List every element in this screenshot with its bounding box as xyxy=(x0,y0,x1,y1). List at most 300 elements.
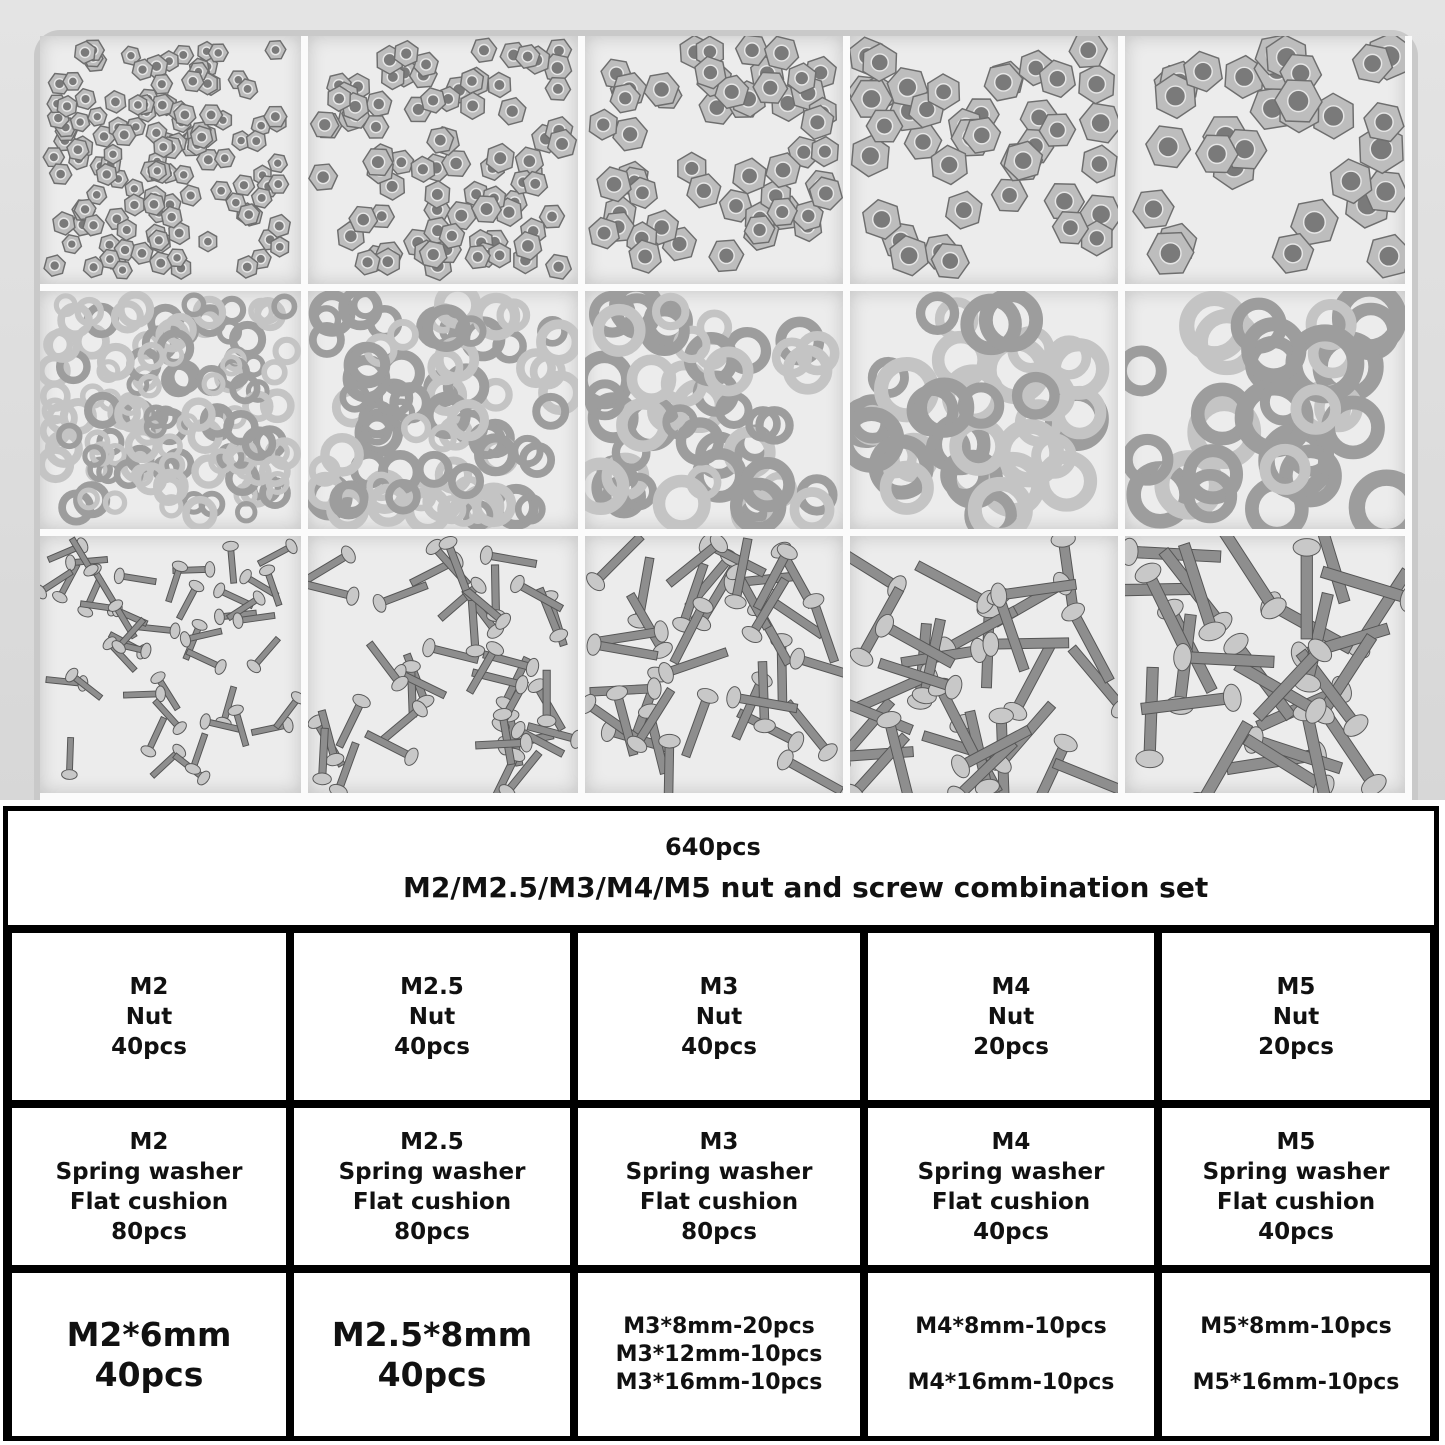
nut-hole xyxy=(861,147,880,166)
compartment-washer-4 xyxy=(850,291,1125,536)
screw-head xyxy=(725,686,742,709)
washer-cell-m4 xyxy=(864,1104,1158,1269)
screw-head xyxy=(211,581,226,599)
nut-hole xyxy=(81,94,91,104)
screw-shaft xyxy=(682,694,712,757)
screw-head xyxy=(754,719,776,733)
compartment-screw-5 xyxy=(1125,536,1412,800)
nut-hole xyxy=(552,83,563,94)
nut-hole xyxy=(349,100,362,113)
nut-hole xyxy=(80,47,90,57)
nut-cell-m5 xyxy=(1158,929,1434,1104)
nut-hole xyxy=(696,183,712,199)
nut-hole xyxy=(818,186,833,201)
nut-hole xyxy=(1055,192,1073,210)
nut-hole xyxy=(719,248,735,264)
screw-shape xyxy=(1212,536,1289,623)
nut-hole xyxy=(386,180,398,192)
nut-hole xyxy=(154,236,164,246)
washer-type-2: Flat cushion xyxy=(1216,1188,1376,1215)
nut-hole xyxy=(427,248,440,261)
nut-hole xyxy=(1341,171,1361,191)
screw-shaft xyxy=(758,662,769,727)
nut-hole xyxy=(102,170,112,180)
screw-cell-m3 xyxy=(574,1269,864,1436)
screw-shaft xyxy=(593,640,658,660)
screw-head xyxy=(1050,536,1076,549)
screw-shape xyxy=(1022,731,1080,793)
nut-hole xyxy=(239,180,249,190)
nut-hole xyxy=(67,240,76,249)
screw-head xyxy=(466,644,485,657)
nut-hole xyxy=(973,127,990,144)
nut-size: M2 xyxy=(129,973,169,1000)
nut-hole xyxy=(810,115,825,130)
nut-hole xyxy=(1062,220,1078,236)
compartment-screw-3 xyxy=(585,536,850,800)
screw-spec: M4*8mm-10pcs xyxy=(915,1313,1107,1339)
nut-size: M4 xyxy=(991,973,1031,1000)
nut-hole xyxy=(1092,205,1111,224)
screw-cell-m4 xyxy=(864,1269,1158,1436)
nut-hole xyxy=(122,225,132,235)
screw-head xyxy=(214,609,225,626)
nut-hole xyxy=(862,89,881,108)
nut-hole xyxy=(220,154,229,163)
nut-hole xyxy=(206,110,216,120)
nut-hole xyxy=(270,111,280,121)
screw-head xyxy=(169,623,180,640)
nut-hole xyxy=(50,261,60,271)
washer-shape xyxy=(659,481,705,527)
nut-hole xyxy=(242,262,252,272)
screw-shape xyxy=(139,715,171,760)
nut-hole xyxy=(1376,182,1396,202)
compartment-nut-1 xyxy=(40,36,308,291)
screw-spec: M2*6mm xyxy=(66,1314,232,1354)
nut-hole xyxy=(179,170,188,179)
nut-hole xyxy=(546,211,557,222)
washer-type-2: Flat cushion xyxy=(639,1188,799,1215)
nut-hole xyxy=(119,130,129,140)
nut-hole xyxy=(89,220,99,230)
nut-hole xyxy=(274,179,283,188)
screw-head xyxy=(537,715,555,727)
nut-size: M3 xyxy=(699,973,739,1000)
screw-shape xyxy=(184,731,212,776)
nut-hole xyxy=(257,121,266,130)
screw-spec: M3*16mm-10pcs xyxy=(615,1369,823,1395)
nut-hole xyxy=(357,213,370,226)
nut-hole xyxy=(797,145,811,159)
nut-hole xyxy=(167,212,177,222)
nut-hole xyxy=(638,249,653,264)
screw-pile xyxy=(585,536,843,793)
compartment-screw-1 xyxy=(40,536,308,800)
nut-hole xyxy=(1379,246,1399,266)
nut-hole xyxy=(795,71,809,85)
screw-shape xyxy=(331,692,372,751)
nut-hole xyxy=(257,193,266,202)
nut-hole xyxy=(597,226,611,240)
nut-hole xyxy=(109,150,118,159)
nut-hole xyxy=(1235,139,1255,159)
washer-type: Spring washer xyxy=(55,1158,243,1185)
screw-shape xyxy=(585,536,649,594)
nut-hole xyxy=(703,45,717,59)
nut-hole xyxy=(530,178,541,189)
screw-head xyxy=(724,593,748,610)
nut-hole xyxy=(551,61,564,74)
nut-hole xyxy=(1089,230,1105,246)
nut-size: M5 xyxy=(1276,973,1316,1000)
nut-hole xyxy=(120,245,130,255)
nut-cell-m2-5 xyxy=(290,929,574,1104)
nut-hole xyxy=(173,253,182,262)
nut-pile xyxy=(585,36,843,284)
screw-shape xyxy=(1136,667,1167,768)
nut-hole xyxy=(105,240,115,250)
screw-spec: M3*12mm-10pcs xyxy=(615,1341,823,1367)
nut-type: Nut xyxy=(1272,1003,1320,1030)
screw-shape xyxy=(479,545,538,573)
nut-hole xyxy=(503,206,516,219)
nut-hole xyxy=(1158,137,1178,157)
nut-hole xyxy=(371,155,384,168)
nut-hole xyxy=(467,100,479,112)
nut-hole xyxy=(1375,113,1393,131)
nut-hole xyxy=(157,100,167,110)
nut-hole xyxy=(622,126,638,142)
nut-hole xyxy=(618,91,632,105)
nut-hole xyxy=(942,252,959,269)
nut-hole xyxy=(152,128,162,138)
nut-hole xyxy=(1091,114,1110,133)
screw-shape xyxy=(161,559,189,604)
screw-shape xyxy=(308,575,361,607)
washer-type-2: Flat cushion xyxy=(352,1188,512,1215)
nut-hole xyxy=(936,84,952,100)
nut-hole xyxy=(130,200,140,210)
nut-hole xyxy=(76,118,85,127)
table-title-cell xyxy=(8,811,1434,929)
nut-hole xyxy=(724,84,740,100)
nut-hole xyxy=(237,136,246,145)
screw-head xyxy=(695,686,720,706)
screw-head xyxy=(983,632,999,657)
nut-hole xyxy=(1194,62,1212,80)
nut-hole xyxy=(523,155,536,168)
screw-head xyxy=(479,545,494,565)
washer-size: M2.5 xyxy=(400,1128,464,1155)
nut-hole xyxy=(898,78,916,96)
screw-cell-m2-5 xyxy=(290,1269,574,1436)
nut-size: M2.5 xyxy=(400,973,464,1000)
nut-hole xyxy=(775,205,788,218)
screw-head xyxy=(1125,538,1139,566)
screw-head xyxy=(1051,731,1080,755)
screw-cell-m5 xyxy=(1158,1269,1434,1436)
screw-head xyxy=(113,567,125,584)
nut-hole xyxy=(420,59,431,70)
screw-head xyxy=(788,646,807,670)
nut-hole xyxy=(741,168,757,184)
screw-shaft xyxy=(1197,721,1253,793)
nut-hole xyxy=(197,132,207,142)
screw-shaft xyxy=(543,670,550,721)
washer-shape xyxy=(1125,351,1161,391)
nut-hole xyxy=(180,110,190,120)
nut-hole xyxy=(818,145,831,158)
nut-hole xyxy=(774,45,790,61)
nut-hole xyxy=(179,50,188,59)
screw-shaft xyxy=(991,638,1069,649)
nut-hole xyxy=(915,134,932,151)
screw-head xyxy=(222,541,238,552)
screw-pile xyxy=(40,536,301,793)
washer-type: Spring washer xyxy=(625,1158,813,1185)
nut-hole xyxy=(1049,122,1065,138)
nut-hole xyxy=(80,205,90,215)
screw-head xyxy=(313,773,332,786)
nut-hole xyxy=(89,262,99,272)
nut-pile xyxy=(850,36,1118,284)
nut-hole xyxy=(1284,244,1303,263)
screw-head xyxy=(421,637,437,658)
nut-hole xyxy=(56,169,66,179)
screw-spec: M4*16mm-10pcs xyxy=(907,1369,1115,1395)
nut-hole xyxy=(203,155,213,165)
nut-qty: 40pcs xyxy=(394,1033,470,1060)
nut-hole xyxy=(382,256,394,268)
nut-hole xyxy=(478,44,490,56)
screw-head xyxy=(989,708,1014,724)
nut-hole xyxy=(137,248,147,258)
screw-head xyxy=(1222,683,1243,712)
screw-head xyxy=(213,658,228,676)
washer-qty: 80pcs xyxy=(394,1218,470,1245)
nut-hole xyxy=(1080,42,1097,59)
nut-hole xyxy=(1363,54,1381,72)
washer-pile xyxy=(308,291,578,529)
washer-size: M5 xyxy=(1276,1128,1316,1155)
screw-head xyxy=(1136,750,1164,768)
nut-hole xyxy=(370,121,382,133)
washer-type-2: Flat cushion xyxy=(931,1188,1091,1215)
nut-hole xyxy=(214,48,223,57)
washer-shape xyxy=(264,362,285,383)
nut-pile xyxy=(1125,36,1405,284)
washer-shape xyxy=(325,438,359,472)
nut-hole xyxy=(244,210,254,220)
screw-qty: 40pcs xyxy=(94,1354,204,1394)
washer-cell-m5 xyxy=(1158,1104,1434,1269)
washer-qty: 80pcs xyxy=(111,1218,187,1245)
nut-hole xyxy=(68,77,77,86)
screw-head xyxy=(139,744,157,759)
compartment-washer-3 xyxy=(585,291,850,536)
nut-hole xyxy=(494,250,505,261)
washer-qty: 40pcs xyxy=(973,1218,1049,1245)
screw-head xyxy=(65,555,76,571)
nut-hole xyxy=(49,152,59,162)
nut-hole xyxy=(252,136,261,145)
nut-hole xyxy=(156,258,166,268)
screw-pile xyxy=(850,536,1118,793)
washer-type: Spring washer xyxy=(338,1158,526,1185)
nut-hole xyxy=(472,251,483,262)
nut-hole xyxy=(876,118,892,134)
nut-hole xyxy=(127,51,136,60)
nut-hole xyxy=(333,93,344,104)
nut-hole xyxy=(480,202,493,215)
screw-head xyxy=(191,617,209,632)
nut-hole xyxy=(118,266,127,275)
nut-hole xyxy=(434,134,446,146)
nut-hole xyxy=(995,74,1012,91)
nut-hole xyxy=(110,97,120,107)
screw-head xyxy=(205,561,215,577)
screw-head xyxy=(345,586,361,607)
nut-hole xyxy=(450,157,463,170)
nut-hole xyxy=(105,254,114,263)
nut-hole xyxy=(1014,152,1032,170)
nut-qty: 20pcs xyxy=(1258,1033,1334,1060)
screw-head xyxy=(199,713,212,730)
nut-hole xyxy=(362,257,374,269)
screw-shaft xyxy=(123,691,160,698)
organizer-box xyxy=(34,30,1418,800)
nut-hole xyxy=(231,198,240,207)
screw-shape xyxy=(61,737,78,779)
nut-hole xyxy=(174,228,184,238)
nut-hole xyxy=(801,209,815,223)
washer-type: Spring washer xyxy=(917,1158,1105,1185)
nut-hole xyxy=(153,167,162,176)
nut-hole xyxy=(635,186,649,200)
screw-head xyxy=(1293,539,1320,557)
nut-hole xyxy=(99,132,109,142)
nut-hole xyxy=(203,237,212,246)
compartment-screw-4 xyxy=(850,536,1125,800)
nut-hole xyxy=(427,95,439,107)
screw-shape xyxy=(983,631,1069,657)
compartment-nut-5 xyxy=(1125,36,1412,291)
compartment-nut-4 xyxy=(850,36,1125,291)
nut-hole xyxy=(955,202,972,219)
screw-shaft xyxy=(915,561,988,606)
screw-shaft xyxy=(319,728,329,779)
nut-cell-m2 xyxy=(8,929,290,1104)
washer-cell-m2 xyxy=(8,1104,290,1269)
nut-hole xyxy=(871,54,888,71)
washer-pile xyxy=(585,291,843,529)
nut-hole xyxy=(92,190,101,199)
nut-hole xyxy=(243,84,252,93)
nut-hole xyxy=(728,198,743,213)
nut-hole xyxy=(373,98,385,110)
nut-hole xyxy=(1323,106,1344,127)
nut-hole xyxy=(431,188,443,200)
nut-hole xyxy=(745,43,760,58)
nut-hole xyxy=(59,218,70,229)
washer-size: M3 xyxy=(699,1128,739,1155)
nut-qty: 20pcs xyxy=(973,1033,1049,1060)
nut-hole xyxy=(753,223,767,237)
nut-hole xyxy=(685,161,699,175)
screw-shaft xyxy=(1052,758,1118,793)
screw-qty: 40pcs xyxy=(377,1354,487,1394)
nut-pile xyxy=(40,36,301,284)
screw-shape xyxy=(123,686,165,703)
screw-cell-m2 xyxy=(8,1269,290,1436)
nut-hole xyxy=(521,239,534,252)
nut-hole xyxy=(1001,187,1017,203)
nut-hole xyxy=(703,65,718,80)
washer-cell-m3 xyxy=(574,1104,864,1269)
nut-hole xyxy=(775,162,791,178)
washer-type: Spring washer xyxy=(1202,1158,1390,1185)
nut-cell-m3 xyxy=(574,929,864,1104)
nut-type: Nut xyxy=(408,1003,456,1030)
piece-count: 640pcs xyxy=(665,833,761,861)
nut-hole xyxy=(318,118,331,131)
screw-spec: M3*8mm-20pcs xyxy=(623,1313,815,1339)
screw-shaft xyxy=(1301,547,1312,639)
compartment-washer-2 xyxy=(308,291,585,536)
nut-hole xyxy=(138,65,148,75)
nut-hole xyxy=(62,101,72,111)
washer-type-2: Flat cushion xyxy=(69,1188,229,1215)
nut-hole xyxy=(1088,75,1106,93)
nut-hole xyxy=(133,100,142,109)
nut-hole xyxy=(553,261,565,273)
screw-head xyxy=(371,593,389,614)
washer-qty: 80pcs xyxy=(681,1218,757,1245)
nut-hole xyxy=(275,242,284,251)
screw-pile xyxy=(308,536,578,793)
screw-shape xyxy=(113,567,157,589)
nut-hole xyxy=(159,142,168,151)
screw-head xyxy=(659,734,681,748)
nut-pile xyxy=(308,36,578,284)
compartment-nut-3 xyxy=(585,36,850,291)
screw-shaft xyxy=(66,737,73,774)
nut-cell-m4 xyxy=(864,929,1158,1104)
set-description: M2/M2.5/M3/M4/M5 nut and screw combination set xyxy=(403,871,1209,904)
screw-shape xyxy=(1186,717,1260,793)
nut-hole xyxy=(900,247,918,265)
washer-pile xyxy=(850,291,1118,529)
nut-hole xyxy=(1304,211,1326,233)
nut-hole xyxy=(157,79,167,89)
screw-shaft xyxy=(664,741,674,793)
washer-qty: 40pcs xyxy=(1258,1218,1334,1245)
nut-type: Nut xyxy=(987,1003,1035,1030)
nut-hole xyxy=(186,191,196,201)
nut-hole xyxy=(73,145,83,155)
washer-pile xyxy=(40,291,301,529)
washer-shape xyxy=(1357,478,1405,529)
nut-hole xyxy=(1288,90,1309,111)
nut-hole xyxy=(522,51,533,62)
washer-pile xyxy=(1125,291,1405,529)
nut-hole xyxy=(1235,67,1254,86)
screw-shape xyxy=(676,686,720,760)
nut-hole xyxy=(273,159,282,168)
nut-hole xyxy=(1165,86,1185,106)
nut-hole xyxy=(555,137,568,150)
